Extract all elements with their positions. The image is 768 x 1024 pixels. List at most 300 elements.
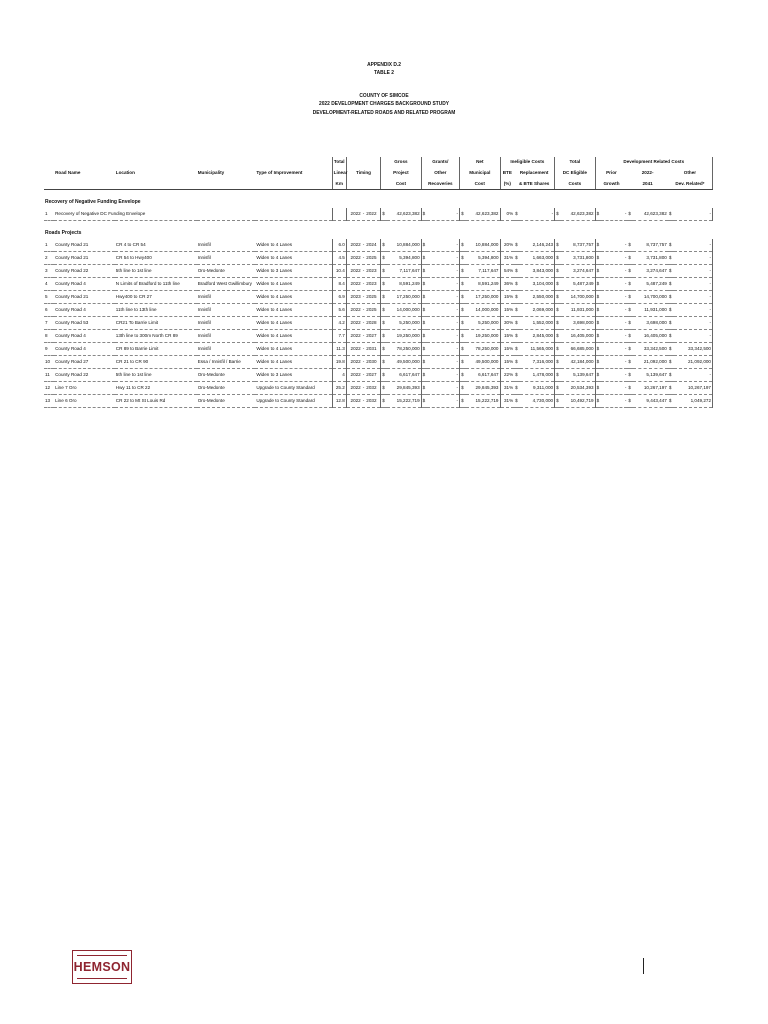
currency-symbol: $ bbox=[595, 265, 601, 278]
timing-end: 2032 bbox=[366, 385, 377, 390]
improvement-type: Upgrade to County Standard bbox=[255, 382, 332, 395]
gross-cost: 78,250,000 bbox=[387, 343, 421, 356]
location: CR 22 to Mt St Louis Rd bbox=[115, 395, 197, 408]
prior-growth: - bbox=[601, 278, 627, 291]
cost-2022-2041: 5,487,249 bbox=[633, 278, 667, 291]
currency-symbol: $ bbox=[514, 265, 520, 278]
linear-km: 19.8 bbox=[332, 356, 346, 369]
timing-start: 2022 bbox=[350, 359, 361, 364]
row-number: 1 bbox=[44, 208, 54, 221]
timing-start: 2022 bbox=[350, 307, 361, 312]
currency-symbol: $ bbox=[514, 330, 520, 343]
currency-symbol: $ bbox=[668, 208, 674, 221]
table-row bbox=[44, 239, 713, 252]
linear-km: 11.3 bbox=[332, 343, 346, 356]
location: 11th line to 13th line bbox=[115, 304, 197, 317]
linear-km: 5.6 bbox=[332, 304, 346, 317]
bte-percent: 15% bbox=[500, 304, 514, 317]
currency-symbol: $ bbox=[555, 356, 561, 369]
row-number: 12 bbox=[44, 382, 54, 395]
other-dev-related: - bbox=[674, 208, 713, 221]
replacement-bte-shares: 11,565,000 bbox=[520, 343, 554, 356]
replacement-bte-shares: 2,550,000 bbox=[520, 291, 554, 304]
prior-growth: - bbox=[601, 291, 627, 304]
bte-percent: 31% bbox=[500, 382, 514, 395]
grants-recoveries: - bbox=[427, 330, 459, 343]
improvement-type: Widen to 3 Lanes bbox=[255, 265, 332, 278]
col-other-a: Other bbox=[668, 167, 713, 178]
municipality: Innisfil bbox=[197, 317, 256, 330]
table-row bbox=[44, 330, 713, 343]
row-number: 4 bbox=[44, 278, 54, 291]
currency-symbol: $ bbox=[514, 208, 520, 221]
prior-growth: - bbox=[601, 356, 627, 369]
currency-symbol: $ bbox=[421, 369, 427, 382]
road-name: County Road 21 bbox=[54, 252, 115, 265]
replacement-bte-shares: 1,478,000 bbox=[520, 369, 554, 382]
col-net-a: Net bbox=[460, 157, 500, 167]
col-gross-c: Cost bbox=[381, 178, 421, 190]
currency-symbol: $ bbox=[421, 304, 427, 317]
timing-end: 2027 bbox=[366, 333, 377, 338]
row-number: 7 bbox=[44, 317, 54, 330]
prior-growth: - bbox=[601, 395, 627, 408]
grants-recoveries: - bbox=[427, 356, 459, 369]
row-number: 5 bbox=[44, 291, 54, 304]
currency-symbol: $ bbox=[514, 304, 520, 317]
other-dev-related: 21,092,000 bbox=[674, 356, 713, 369]
currency-symbol: $ bbox=[421, 265, 427, 278]
other-dev-related: - bbox=[674, 317, 713, 330]
linear-km: 7.7 bbox=[332, 330, 346, 343]
currency-symbol: $ bbox=[421, 330, 427, 343]
cost-2022-2041: 3,274,647 bbox=[633, 265, 667, 278]
cost-2022-2041: 33,342,500 bbox=[633, 343, 667, 356]
currency-symbol: $ bbox=[627, 343, 633, 356]
timing-end: 2025 bbox=[366, 294, 377, 299]
road-name: County Road 21 bbox=[54, 291, 115, 304]
col-grants-a: Grants/ bbox=[421, 157, 459, 167]
other-dev-related: - bbox=[674, 369, 713, 382]
col-dc-c: Costs bbox=[555, 178, 595, 190]
dc-eligible-costs: 20,534,393 bbox=[561, 382, 595, 395]
timing-separator: - bbox=[362, 281, 365, 286]
currency-symbol: $ bbox=[595, 291, 601, 304]
municipality: Innisfil bbox=[197, 304, 256, 317]
col-net-b: Municipal bbox=[460, 167, 500, 178]
currency-symbol: $ bbox=[514, 369, 520, 382]
currency-symbol: $ bbox=[555, 208, 561, 221]
net-municipal-cost: 14,000,000 bbox=[466, 304, 500, 317]
timing-start: 2022 bbox=[350, 242, 361, 247]
row-number: 3 bbox=[44, 265, 54, 278]
linear-km: 4.5 bbox=[332, 252, 346, 265]
currency-symbol: $ bbox=[627, 395, 633, 408]
cost-2022-2041: 42,623,382 bbox=[633, 208, 667, 221]
bte-percent: 15% bbox=[500, 291, 514, 304]
dc-eligible-costs: 42,623,382 bbox=[561, 208, 595, 221]
currency-symbol: $ bbox=[595, 239, 601, 252]
col-timing: Timing bbox=[346, 167, 380, 178]
gross-cost: 8,591,249 bbox=[387, 278, 421, 291]
currency-symbol: $ bbox=[668, 265, 674, 278]
hemson-logo bbox=[72, 950, 132, 984]
dc-eligible-costs: 14,700,000 bbox=[561, 291, 595, 304]
currency-symbol: $ bbox=[421, 317, 427, 330]
net-municipal-cost: 19,250,000 bbox=[466, 330, 500, 343]
dc-eligible-costs: 5,487,249 bbox=[561, 278, 595, 291]
currency-symbol: $ bbox=[595, 356, 601, 369]
currency-symbol: $ bbox=[668, 317, 674, 330]
timing-start: 2022 bbox=[350, 211, 361, 216]
timing-separator: - bbox=[362, 307, 365, 312]
road-name: County Road 4 bbox=[54, 278, 115, 291]
road-name: County Road 22 bbox=[54, 369, 115, 382]
currency-symbol: $ bbox=[555, 369, 561, 382]
currency-symbol: $ bbox=[627, 291, 633, 304]
col-bte-a: BTE bbox=[500, 167, 514, 178]
replacement-bte-shares: 2,146,243 bbox=[520, 239, 554, 252]
improvement-type bbox=[255, 208, 332, 221]
municipality: Oro-Medonte bbox=[197, 382, 256, 395]
col-2022-b: 2041 bbox=[627, 178, 667, 190]
currency-symbol: $ bbox=[460, 252, 466, 265]
col-total-b: Linear bbox=[332, 167, 346, 178]
timing-start: 2022 bbox=[350, 346, 361, 351]
currency-symbol: $ bbox=[668, 356, 674, 369]
linear-km: 12.8 bbox=[332, 395, 346, 408]
bte-percent: 15% bbox=[500, 356, 514, 369]
currency-symbol: $ bbox=[460, 395, 466, 408]
currency-symbol: $ bbox=[381, 304, 387, 317]
logo-text: HEMSON bbox=[73, 960, 131, 974]
grants-recoveries: - bbox=[427, 343, 459, 356]
location: 5th line to 1st line bbox=[115, 265, 197, 278]
currency-symbol: $ bbox=[627, 304, 633, 317]
road-name: County Road 4 bbox=[54, 304, 115, 317]
col-2022-a: 2022- bbox=[641, 170, 654, 175]
row-number: 1 bbox=[44, 239, 54, 252]
currency-symbol: $ bbox=[421, 356, 427, 369]
currency-symbol: $ bbox=[595, 317, 601, 330]
currency-symbol: $ bbox=[381, 208, 387, 221]
currency-symbol: $ bbox=[460, 317, 466, 330]
currency-symbol: $ bbox=[627, 208, 633, 221]
improvement-type: Widen to 4 Lanes bbox=[255, 356, 332, 369]
prior-growth: - bbox=[601, 265, 627, 278]
replacement-bte-shares: 4,730,000 bbox=[520, 395, 554, 408]
other-dev-related: - bbox=[674, 265, 713, 278]
prior-growth: - bbox=[601, 330, 627, 343]
timing bbox=[346, 356, 380, 369]
currency-symbol: $ bbox=[627, 252, 633, 265]
dc-eligible-costs: 16,405,000 bbox=[561, 330, 595, 343]
replacement-bte-shares: 3,843,000 bbox=[520, 265, 554, 278]
currency-symbol: $ bbox=[627, 239, 633, 252]
cost-2022-2041: 16,405,000 bbox=[633, 330, 667, 343]
table-row bbox=[44, 343, 713, 356]
grants-recoveries: - bbox=[427, 265, 459, 278]
net-municipal-cost: 5,394,800 bbox=[466, 252, 500, 265]
currency-symbol: $ bbox=[514, 356, 520, 369]
net-municipal-cost: 29,845,393 bbox=[466, 382, 500, 395]
municipality: Oro-Medonte bbox=[197, 395, 256, 408]
location: Hwy 11 to CR 22 bbox=[115, 382, 197, 395]
prior-growth: - bbox=[601, 304, 627, 317]
table-row bbox=[44, 252, 713, 265]
bte-percent: 31% bbox=[500, 395, 514, 408]
cost-2022-2041: 11,931,000 bbox=[633, 304, 667, 317]
timing bbox=[346, 291, 380, 304]
other-dev-related: - bbox=[674, 304, 713, 317]
timing bbox=[346, 343, 380, 356]
cost-2022-2041: 3,698,000 bbox=[633, 317, 667, 330]
section-recovery bbox=[44, 196, 713, 208]
currency-symbol: $ bbox=[381, 382, 387, 395]
currency-symbol: $ bbox=[381, 395, 387, 408]
cost-2022-2041: 14,700,000 bbox=[633, 291, 667, 304]
currency-symbol: $ bbox=[421, 239, 427, 252]
replacement-bte-shares: - bbox=[520, 208, 554, 221]
timing-end: 2022 bbox=[366, 211, 377, 216]
currency-symbol: $ bbox=[555, 317, 561, 330]
net-municipal-cost: 15,222,719 bbox=[466, 395, 500, 408]
timing-separator: - bbox=[362, 320, 365, 325]
timing-start: 2022 bbox=[350, 385, 361, 390]
currency-symbol: $ bbox=[421, 343, 427, 356]
timing-start: 2022 bbox=[350, 320, 361, 325]
improvement-type: Widen to 4 Lanes bbox=[255, 291, 332, 304]
net-municipal-cost: 78,250,000 bbox=[466, 343, 500, 356]
dc-eligible-costs: 3,731,800 bbox=[561, 252, 595, 265]
currency-symbol: $ bbox=[460, 330, 466, 343]
currency-symbol: $ bbox=[668, 278, 674, 291]
municipality: Bradford West Gwillimbury bbox=[197, 278, 256, 291]
dc-eligible-costs: 3,274,647 bbox=[561, 265, 595, 278]
bte-percent: 36% bbox=[500, 278, 514, 291]
timing-end: 2031 bbox=[366, 346, 377, 351]
bte-percent: 15% bbox=[500, 330, 514, 343]
timing-separator: - bbox=[362, 346, 365, 351]
table-label: TABLE 2 bbox=[374, 70, 394, 77]
prior-growth: - bbox=[601, 369, 627, 382]
timing-end: 2023 bbox=[366, 268, 377, 273]
bte-percent: 31% bbox=[500, 252, 514, 265]
col-total-a: Total bbox=[332, 157, 346, 167]
timing bbox=[346, 278, 380, 291]
gross-cost: 14,000,000 bbox=[387, 304, 421, 317]
timing-start: 2022 bbox=[350, 268, 361, 273]
road-name: County Road 21 bbox=[54, 239, 115, 252]
currency-symbol: $ bbox=[555, 265, 561, 278]
col-grants-b: Other bbox=[421, 167, 459, 178]
municipality: Oro-Medonte bbox=[197, 265, 256, 278]
timing-separator: - bbox=[362, 398, 365, 403]
improvement-type: Widen to 4 Lanes bbox=[255, 343, 332, 356]
col-ineligible-group: Ineligible Costs bbox=[500, 157, 555, 167]
gross-cost: 5,250,000 bbox=[387, 317, 421, 330]
timing-end: 2025 bbox=[366, 255, 377, 260]
col-road-name: Road Name bbox=[55, 170, 81, 175]
municipality: Innisfil bbox=[197, 343, 256, 356]
currency-symbol: $ bbox=[460, 343, 466, 356]
gross-cost: 19,250,000 bbox=[387, 330, 421, 343]
currency-symbol: $ bbox=[555, 304, 561, 317]
location: CR 4 to CR 54 bbox=[115, 239, 197, 252]
currency-symbol: $ bbox=[595, 330, 601, 343]
road-name: County Road 27 bbox=[54, 356, 115, 369]
currency-symbol: $ bbox=[668, 382, 674, 395]
prior-growth: - bbox=[601, 317, 627, 330]
currency-symbol: $ bbox=[627, 265, 633, 278]
col-type: Type of Improvement bbox=[256, 170, 303, 175]
grants-recoveries: - bbox=[427, 304, 459, 317]
currency-symbol: $ bbox=[460, 278, 466, 291]
municipality: Innisfil bbox=[197, 239, 256, 252]
bte-percent: 15% bbox=[500, 343, 514, 356]
timing bbox=[346, 317, 380, 330]
currency-symbol: $ bbox=[668, 291, 674, 304]
table-row bbox=[44, 291, 713, 304]
prior-growth: - bbox=[601, 382, 627, 395]
net-municipal-cost: 7,117,647 bbox=[466, 265, 500, 278]
location: Hwy400 to CR 27 bbox=[115, 291, 197, 304]
currency-symbol: $ bbox=[514, 291, 520, 304]
timing-separator: - bbox=[362, 372, 365, 377]
currency-symbol: $ bbox=[668, 252, 674, 265]
timing-end: 2030 bbox=[366, 359, 377, 364]
timing-start: 2022 bbox=[350, 333, 361, 338]
section-heading: Roads Projects bbox=[45, 230, 82, 236]
currency-symbol: $ bbox=[460, 208, 466, 221]
cost-2022-2041: 3,731,800 bbox=[633, 252, 667, 265]
bte-percent: 0% bbox=[500, 208, 514, 221]
timing-separator: - bbox=[362, 211, 365, 216]
net-municipal-cost: 42,623,382 bbox=[466, 208, 500, 221]
currency-symbol: $ bbox=[460, 291, 466, 304]
municipality: Innisfil bbox=[197, 291, 256, 304]
currency-symbol: $ bbox=[555, 343, 561, 356]
improvement-type: Widen to 4 Lanes bbox=[255, 317, 332, 330]
bte-percent: 20% bbox=[500, 239, 514, 252]
timing-start: 2022 bbox=[350, 398, 361, 403]
currency-symbol: $ bbox=[668, 330, 674, 343]
col-net-c: Cost bbox=[460, 178, 500, 190]
grants-recoveries: - bbox=[427, 252, 459, 265]
currency-symbol: $ bbox=[668, 395, 674, 408]
municipality: Oro-Medonte bbox=[197, 369, 256, 382]
currency-symbol: $ bbox=[381, 317, 387, 330]
grants-recoveries: - bbox=[427, 291, 459, 304]
currency-symbol: $ bbox=[514, 382, 520, 395]
col-municipality: Municipality bbox=[197, 170, 225, 175]
other-dev-related: 1,049,272 bbox=[674, 395, 713, 408]
currency-symbol: $ bbox=[668, 304, 674, 317]
currency-symbol: $ bbox=[381, 356, 387, 369]
road-name: County Road 22 bbox=[54, 265, 115, 278]
row-number: 13 bbox=[44, 395, 54, 408]
currency-symbol: $ bbox=[514, 278, 520, 291]
linear-km: 6.0 bbox=[332, 239, 346, 252]
col-gross-b: Project bbox=[381, 167, 421, 178]
dc-eligible-costs: 11,931,000 bbox=[561, 304, 595, 317]
gross-cost: 15,222,719 bbox=[387, 395, 421, 408]
timing-start: 2022 bbox=[350, 255, 361, 260]
other-dev-related: - bbox=[674, 239, 713, 252]
currency-symbol: $ bbox=[555, 395, 561, 408]
currency-symbol: $ bbox=[668, 343, 674, 356]
currency-symbol: $ bbox=[595, 343, 601, 356]
currency-symbol: $ bbox=[460, 239, 466, 252]
net-municipal-cost: 6,617,647 bbox=[466, 369, 500, 382]
timing-separator: - bbox=[362, 242, 365, 247]
prior-growth: - bbox=[601, 208, 627, 221]
timing-separator: - bbox=[362, 385, 365, 390]
other-dev-related: - bbox=[674, 330, 713, 343]
program-title: DEVELOPMENT-RELATED ROADS AND RELATED PROGRAM bbox=[312, 109, 456, 116]
linear-km: 6.9 bbox=[332, 291, 346, 304]
table-row bbox=[44, 395, 713, 408]
col-dc-b: DC Eligible bbox=[555, 167, 595, 178]
currency-symbol: $ bbox=[381, 252, 387, 265]
grants-recoveries: - bbox=[427, 369, 459, 382]
cost-2022-2041: 8,737,757 bbox=[633, 239, 667, 252]
improvement-type: Widen to 4 Lanes bbox=[255, 239, 332, 252]
prior-growth: - bbox=[601, 239, 627, 252]
timing bbox=[346, 252, 380, 265]
linear-km: 4.2 bbox=[332, 317, 346, 330]
currency-symbol: $ bbox=[668, 239, 674, 252]
currency-symbol: $ bbox=[460, 265, 466, 278]
currency-symbol: $ bbox=[595, 369, 601, 382]
currency-symbol: $ bbox=[555, 239, 561, 252]
improvement-type: Widen to 4 Lanes bbox=[255, 278, 332, 291]
dc-eligible-costs: 42,184,000 bbox=[561, 356, 595, 369]
road-name: Recovery of Negative DC Funding Envelope bbox=[54, 208, 115, 221]
page-marker-bar bbox=[643, 958, 644, 974]
col-prior-a: Prior bbox=[595, 167, 627, 178]
net-municipal-cost: 5,250,000 bbox=[466, 317, 500, 330]
replacement-bte-shares: 7,316,000 bbox=[520, 356, 554, 369]
row-number: 2 bbox=[44, 252, 54, 265]
gross-cost: 29,845,393 bbox=[387, 382, 421, 395]
timing-separator: - bbox=[362, 359, 365, 364]
currency-symbol: $ bbox=[381, 343, 387, 356]
currency-symbol: $ bbox=[381, 239, 387, 252]
linear-km: 8.4 bbox=[332, 278, 346, 291]
dc-eligible-costs: 5,139,647 bbox=[561, 369, 595, 382]
row-number: 11 bbox=[44, 369, 54, 382]
row-number: 6 bbox=[44, 304, 54, 317]
replacement-bte-shares: 1,552,000 bbox=[520, 317, 554, 330]
timing-end: 2023 bbox=[366, 281, 377, 286]
timing-end: 2024 bbox=[366, 242, 377, 247]
replacement-bte-shares: 1,663,000 bbox=[520, 252, 554, 265]
dc-eligible-costs: 66,685,000 bbox=[561, 343, 595, 356]
document-header bbox=[31, 61, 738, 117]
road-name: Line 7 Oro bbox=[54, 382, 115, 395]
timing bbox=[346, 265, 380, 278]
col-total-c: Km bbox=[332, 178, 346, 190]
grants-recoveries: - bbox=[427, 278, 459, 291]
currency-symbol: $ bbox=[627, 330, 633, 343]
timing-separator: - bbox=[362, 255, 365, 260]
grants-recoveries: - bbox=[427, 208, 459, 221]
table-row bbox=[44, 356, 713, 369]
linear-km: 4 bbox=[332, 369, 346, 382]
table-row bbox=[44, 369, 713, 382]
net-municipal-cost: 10,884,000 bbox=[466, 239, 500, 252]
